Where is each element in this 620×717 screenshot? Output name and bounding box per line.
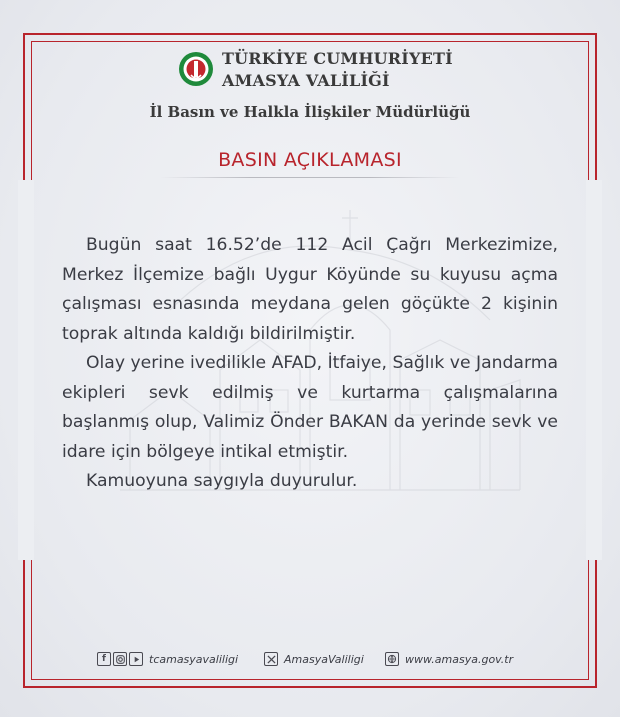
- paragraph-1: Bugün saat 16.52’de 112 Acil Çağrı Merkezimize, Merkez İlçemize bağlı Uygur Köyünde su kuyusu açma çalışması esnasında meydana gelen göçükte 2 kişinin toprak altında kaldığı bildirilmiştir.: [62, 235, 558, 344]
- x-group[interactable]: [264, 649, 364, 669]
- department-subtitle: İl Basın ve Halkla İlişkiler Müdürlüğü: [149, 103, 471, 121]
- header-line-2: AMASYA VALİLİĞİ: [222, 71, 390, 90]
- header-line-1: TÜRKİYE CUMHURİYETİ: [222, 49, 453, 68]
- institution-header: [178, 47, 478, 107]
- frame-gap-right: [586, 180, 602, 560]
- footer-contacts: [0, 649, 620, 669]
- paragraph-2: Olay yerine ivedilikle AFAD, İtfaiye, Sağlık ve Jandarma ekipleri sevk edilmiş ve kurtarma çalışmalarına başlanmış olup, Valimiz Önder BAKAN da yerinde sevk ve idare için bölgeye intikal etmiştir.: [62, 353, 558, 462]
- x-handle[interactable]: AmasyaValiligi: [284, 652, 364, 666]
- emblem-icon: [178, 51, 214, 87]
- facebook-icon[interactable]: f: [97, 652, 111, 666]
- youtube-icon[interactable]: [129, 652, 143, 666]
- paragraph-3: Kamuoyuna saygıyla duyurulur.: [86, 471, 358, 491]
- x-icon[interactable]: [264, 652, 278, 666]
- website-group[interactable]: [385, 649, 513, 669]
- title-underline: [160, 177, 460, 178]
- instagram-icon[interactable]: [113, 652, 127, 666]
- website-link[interactable]: www.amasya.gov.tr: [405, 652, 514, 666]
- social-media-group[interactable]: [97, 649, 238, 669]
- statement-body: [62, 231, 558, 497]
- social-handle[interactable]: tcamasyavaliligi: [149, 652, 239, 666]
- frame-gap-left: [18, 180, 34, 560]
- web-icon[interactable]: [385, 652, 399, 666]
- press-release-title: BASIN AÇIKLAMASI: [218, 149, 402, 171]
